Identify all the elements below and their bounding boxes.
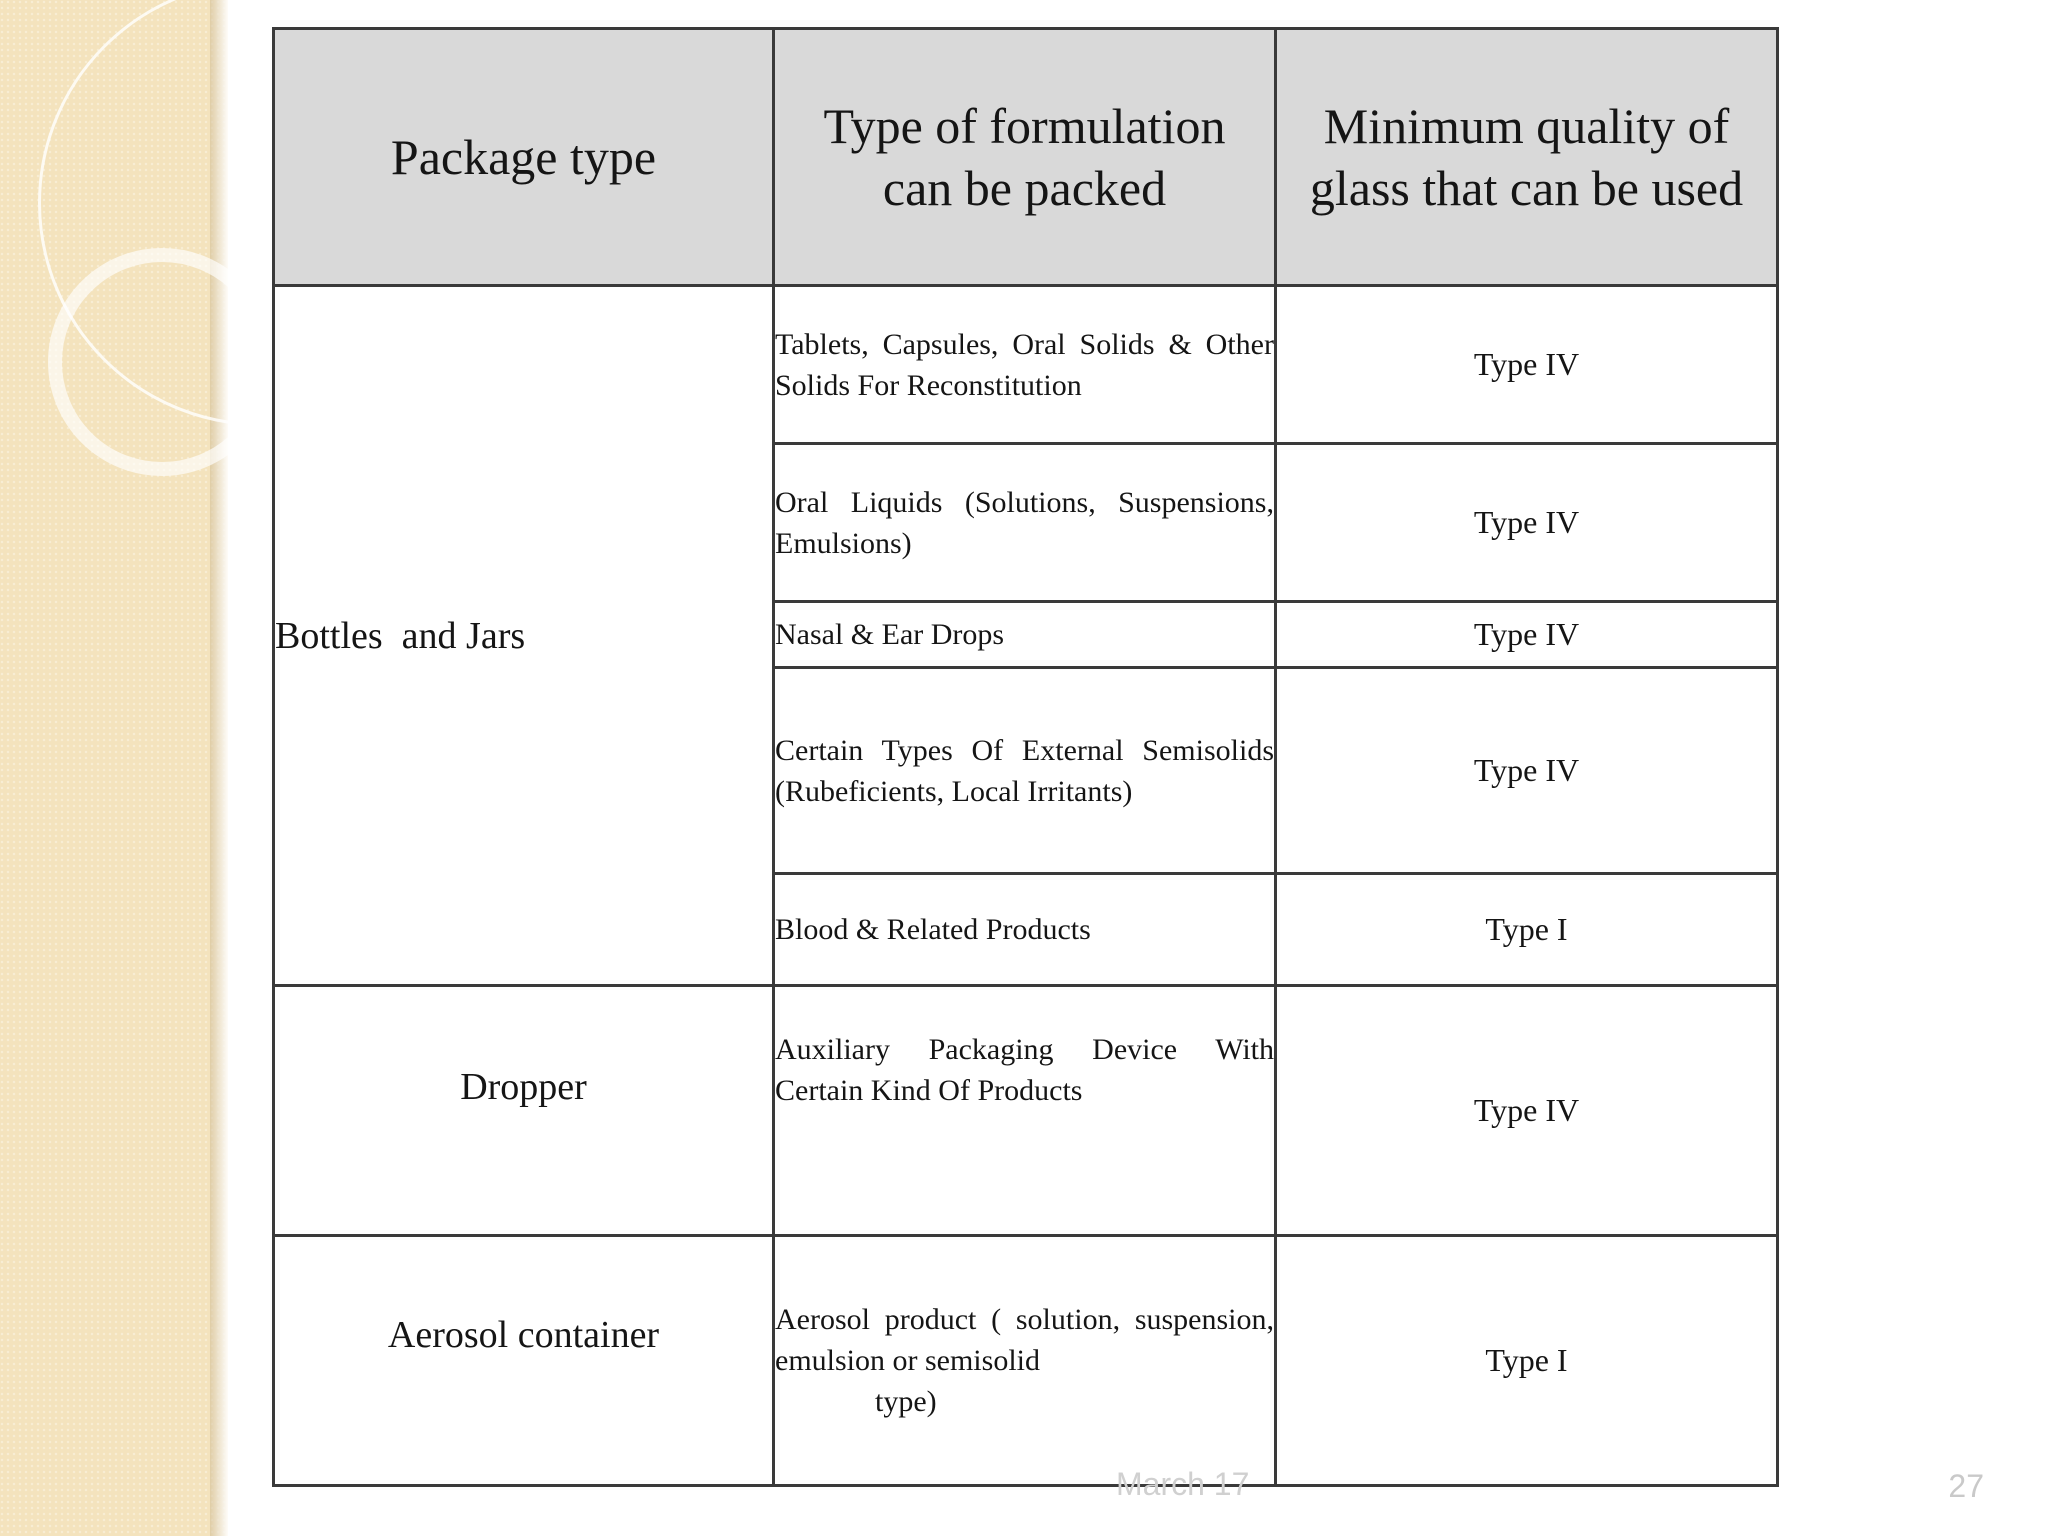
glass-type-cell: Type IV	[1276, 668, 1778, 874]
glass-type-cell: Type IV	[1276, 602, 1778, 668]
header-package-type: Package type	[274, 29, 774, 286]
footer-date: March 17	[1116, 1466, 1250, 1502]
glass-type-cell: Type IV	[1276, 986, 1778, 1236]
formulation-text-tail: type)	[875, 1385, 937, 1418]
glass-packaging-table	[272, 27, 1779, 1487]
page-number: 27	[1948, 1468, 1984, 1504]
formulation-cell: Tablets, Capsules, Oral Solids & Other Solids For Reconstitution	[774, 286, 1276, 444]
glass-type-cell: Type IV	[1276, 444, 1778, 602]
package-cell-bottles: Bottles and Jars	[274, 286, 774, 986]
package-cell-dropper	[274, 986, 774, 1236]
decorative-rings	[0, 0, 228, 1536]
formulation-text: Auxiliary Packaging Device With Certain Kind Of Products	[775, 1033, 1274, 1107]
glass-type-cell: Type IV	[1276, 286, 1778, 444]
formulation-cell: Blood & Related Products	[774, 874, 1276, 986]
dropper-label: Dropper	[460, 1066, 587, 1108]
glass-type-cell: Type I	[1276, 1236, 1778, 1486]
formulation-cell: Nasal & Ear Drops	[774, 602, 1276, 668]
formulation-cell: Certain Types Of External Semisolids (Rubeficients, Local Irritants)	[774, 668, 1276, 874]
header-row	[274, 29, 1778, 286]
formulation-cell	[774, 986, 1276, 1236]
formulation-text: Aerosol product ( solution, suspension, emulsion or semisolid	[775, 1303, 1274, 1377]
glass-type-cell: Type I	[1276, 874, 1778, 986]
table-row	[274, 1236, 1778, 1486]
table-row	[274, 286, 1778, 444]
formulation-cell: Oral Liquids (Solutions, Suspensions, Emulsions)	[774, 444, 1276, 602]
header-formulation: Type of formulation can be packed	[774, 29, 1276, 286]
header-glass-quality: Minimum quality of glass that can be used	[1276, 29, 1778, 286]
aerosol-label: Aerosol container	[387, 1314, 660, 1356]
table-row	[274, 986, 1778, 1236]
package-cell-aerosol	[274, 1236, 774, 1486]
formulation-cell	[774, 1236, 1276, 1486]
